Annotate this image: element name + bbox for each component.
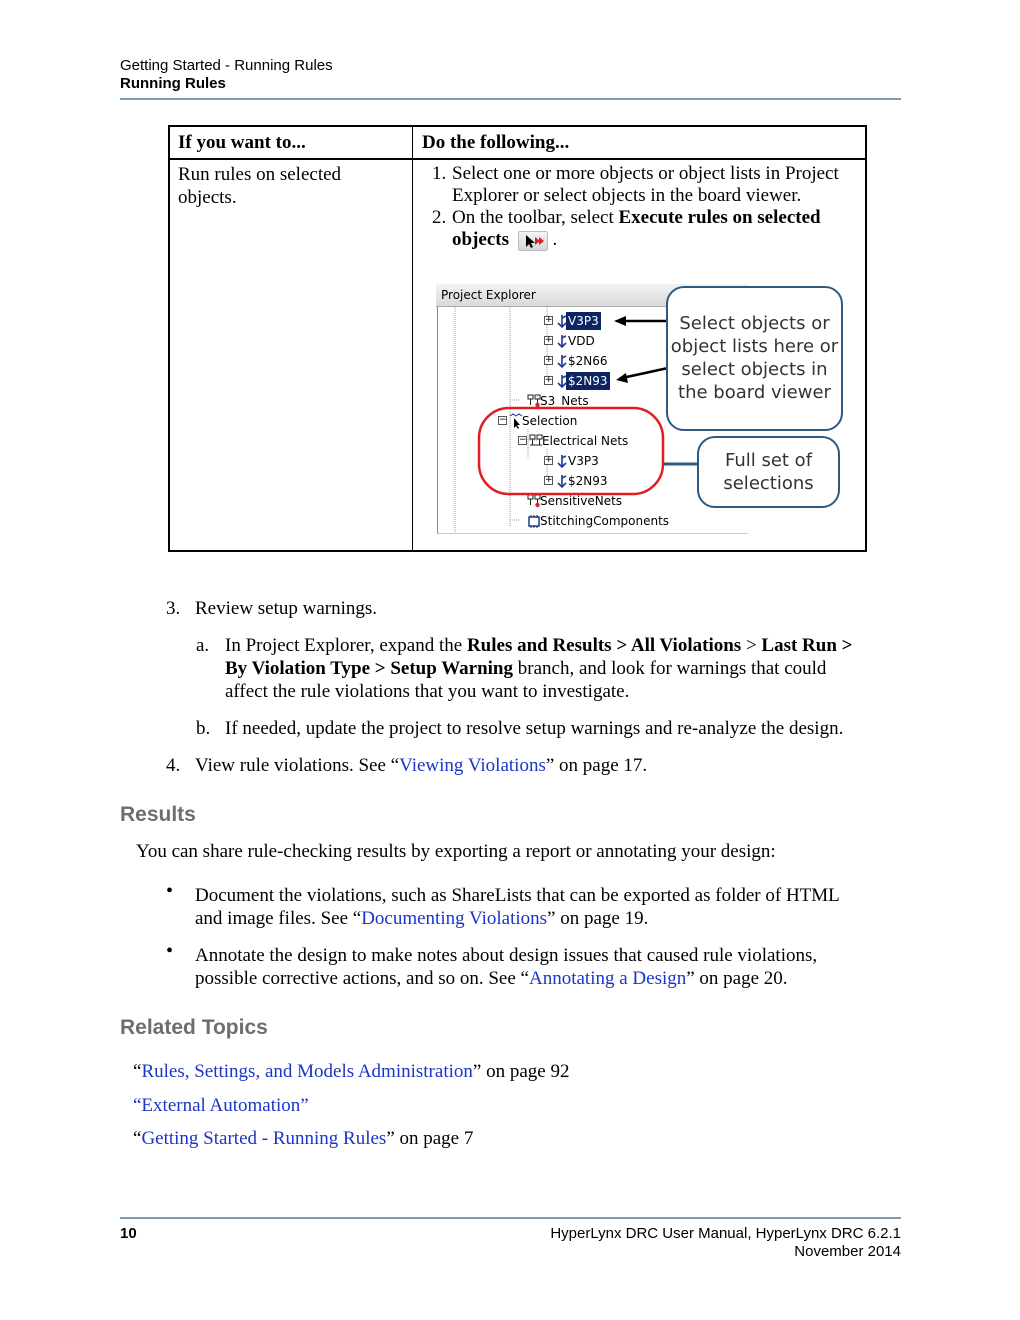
tree-label: $2N93 bbox=[568, 474, 608, 488]
external-automation-link[interactable]: “External Automation” bbox=[133, 1095, 309, 1116]
callout-line: selections bbox=[723, 473, 814, 494]
separator: > bbox=[836, 635, 853, 656]
quote: “ bbox=[133, 1128, 142, 1149]
separator: > bbox=[370, 658, 391, 679]
execute-rules-on-selected-icon bbox=[518, 231, 548, 251]
step-4-text bbox=[195, 754, 647, 777]
callout-select-objects bbox=[666, 286, 843, 431]
expand-icon[interactable]: + bbox=[545, 455, 553, 465]
footer-divider bbox=[120, 1217, 901, 1219]
tree-label: V3P3 bbox=[568, 454, 599, 468]
related-topic-item bbox=[133, 1094, 309, 1117]
header-divider bbox=[120, 98, 901, 100]
tree-label: V3P3 bbox=[568, 314, 599, 328]
results-heading: Results bbox=[120, 803, 196, 826]
annotating-a-design-link[interactable]: Annotating a Design bbox=[528, 968, 687, 989]
header-chapter: Getting Started - Running Rules bbox=[120, 57, 333, 74]
table-steps-cell bbox=[432, 163, 862, 251]
collapse-icon[interactable]: − bbox=[519, 435, 527, 445]
bullet-1-post: ” on page 19. bbox=[547, 908, 649, 929]
bullet-1-text bbox=[195, 884, 895, 930]
callout-line: select objects in bbox=[681, 359, 828, 380]
branch-path: By Violation Type bbox=[225, 658, 370, 679]
collapse-icon[interactable]: − bbox=[499, 415, 507, 425]
substep-a-line3: affect the rule violations that you want to investigate. bbox=[225, 681, 630, 702]
table-col2-header: Do the following... bbox=[422, 132, 570, 153]
tree-label: $2N66 bbox=[568, 354, 608, 368]
callout-line: object lists here or bbox=[670, 336, 839, 357]
substep-a-label: a. bbox=[196, 635, 210, 656]
project-explorer-title: Project Explorer bbox=[441, 288, 536, 302]
branch-path: Rules and Results > All Violations bbox=[466, 635, 742, 656]
substep-a-pre: In Project Explorer, expand the bbox=[225, 635, 467, 656]
bullet-icon: • bbox=[166, 940, 174, 962]
branch-path: Last Run bbox=[761, 635, 837, 656]
tree-label: VDD bbox=[568, 334, 595, 348]
tree-label: Electrical Nets bbox=[542, 434, 629, 448]
bullet-2-post: ” on page 20. bbox=[686, 968, 788, 989]
separator: > bbox=[741, 635, 762, 656]
table-task-cell: Run rules on selected objects. bbox=[178, 164, 342, 208]
tree-label: $2N93 bbox=[568, 374, 608, 388]
page-number: 10 bbox=[120, 1225, 137, 1242]
expand-icon[interactable]: + bbox=[545, 335, 553, 345]
step-4-pre: View rule violations. See “ bbox=[195, 755, 400, 776]
command-name: Execute rules on selected objects bbox=[452, 207, 821, 250]
results-intro: You can share rule-checking results by exporting a report or annotating your design: bbox=[136, 841, 776, 862]
branch-path: Setup Warning bbox=[390, 658, 513, 679]
bullet-2-line1: Annotate the design to make notes about design issues that caused rule violations, bbox=[195, 945, 818, 966]
table-column-divider bbox=[412, 127, 413, 550]
table-step-2 bbox=[432, 207, 862, 251]
bullet-1-line1: Document the violations, such as ShareLists that can be exported as folder of HTML bbox=[195, 885, 840, 906]
getting-started-running-rules-link[interactable]: Getting Started - Running Rules bbox=[141, 1128, 387, 1149]
step-3-text: Review setup warnings. bbox=[195, 598, 378, 619]
page-ref: ” on page 92 bbox=[472, 1061, 570, 1082]
tree-label: StitchingComponents bbox=[540, 514, 670, 528]
step-4-number: 4. bbox=[166, 755, 181, 776]
related-topics-heading: Related Topics bbox=[120, 1016, 268, 1039]
running-header bbox=[120, 57, 901, 93]
bullet-2-text bbox=[195, 944, 895, 990]
substep-a-text bbox=[225, 634, 905, 703]
footer-info bbox=[550, 1225, 901, 1261]
tree-label: S3_Nets bbox=[540, 394, 589, 408]
step-text-post: . bbox=[552, 229, 558, 250]
callout-full-set bbox=[697, 436, 840, 508]
callout-line: Select objects or bbox=[679, 313, 830, 334]
step-text bbox=[452, 207, 862, 251]
step-4-post: ” on page 17. bbox=[545, 755, 648, 776]
related-topic-item bbox=[133, 1060, 569, 1083]
bullet-icon: • bbox=[166, 880, 174, 902]
tree-label: Selection bbox=[522, 414, 578, 428]
bullet-1-pre: and image files. See “ bbox=[195, 908, 362, 929]
table-header-row bbox=[170, 127, 865, 160]
page-ref: ” on page 7 bbox=[386, 1128, 474, 1149]
expand-icon[interactable]: + bbox=[545, 355, 553, 365]
project-explorer-screenshot bbox=[436, 284, 846, 538]
quote: “ bbox=[133, 1061, 142, 1082]
table-step-1 bbox=[432, 163, 862, 207]
selection-highlight-ring bbox=[479, 408, 663, 494]
expand-icon[interactable]: + bbox=[545, 375, 553, 385]
documenting-violations-link[interactable]: Documenting Violations bbox=[361, 908, 548, 929]
related-topic-item bbox=[133, 1127, 473, 1150]
substep-a-post: branch, and look for warnings that could bbox=[513, 658, 827, 679]
step-number: 2. bbox=[432, 207, 447, 228]
step-number: 1. bbox=[432, 163, 447, 184]
expand-icon[interactable]: + bbox=[545, 315, 553, 325]
callout-line: Full set of bbox=[724, 450, 813, 471]
step-3-number: 3. bbox=[166, 598, 181, 619]
manual-title: HyperLynx DRC User Manual, HyperLynx DRC 6.2.1 bbox=[550, 1225, 901, 1242]
bullet-2-pre: possible corrective actions, and so on. See “ bbox=[195, 968, 529, 989]
expand-icon[interactable]: + bbox=[545, 475, 553, 485]
tree-label: SensitiveNets bbox=[540, 494, 623, 508]
step-text: Select one or more objects or object lists in Project Explorer or select objects in the board viewer. bbox=[452, 163, 839, 206]
publication-date: November 2014 bbox=[794, 1243, 901, 1260]
header-section: Running Rules bbox=[120, 75, 226, 92]
callout-line: the board viewer bbox=[678, 382, 831, 403]
table-col1-header: If you want to... bbox=[178, 132, 306, 153]
step-text-pre: On the toolbar, select bbox=[452, 207, 619, 228]
substep-b-text: If needed, update the project to resolve setup warnings and re-analyze the design. bbox=[225, 718, 844, 739]
rules-settings-models-link[interactable]: Rules, Settings, and Models Administration bbox=[141, 1061, 473, 1082]
viewing-violations-link[interactable]: Viewing Violations bbox=[399, 755, 546, 776]
substep-b-label: b. bbox=[196, 718, 211, 739]
